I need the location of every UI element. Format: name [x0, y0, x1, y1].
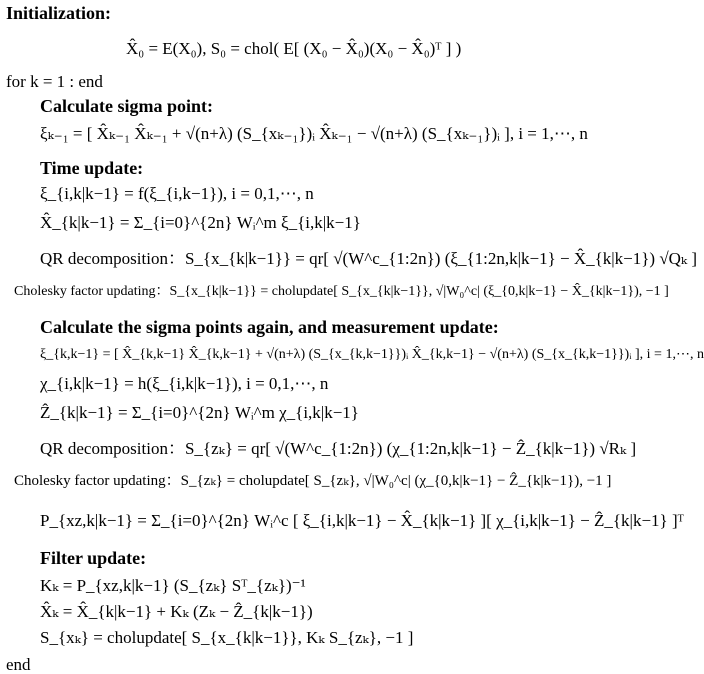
propagation-eq: ξ_{i,k|k−1} = f(ξ_{i,k−1}), i = 0,1,⋯, n — [40, 184, 314, 203]
cholesky-update-eq-2: Cholesky factor updating：S_{zₖ} = cholupdate[ S_{zₖ}, √|W₀^c| (χ_{0,k|k−1} − Ẑ_{k|k−1}), −1 ] — [14, 473, 612, 489]
predicted-meas-eq: Ẑ_{k|k−1} = Σ_{i=0}^{2n} Wᵢ^m χ_{i,k|k−1} — [40, 403, 359, 422]
measurement-prop-eq: χ_{i,k|k−1} = h(ξ_{i,k|k−1}), i = 0,1,⋯, n — [40, 374, 329, 393]
measurement-heading: Calculate the sigma points again, and measurement update: — [40, 317, 499, 337]
filter-update-heading: Filter update: — [40, 548, 147, 568]
end-line: end — [6, 655, 31, 674]
qr-decomp-eq-1: QR decomposition：S_{x_{k|k−1}} = qr[ √(W^c_{1:2n}) (ξ_{1:2n,k|k−1} − X̂_{k|k−1}) √Qₖ ] — [40, 249, 698, 268]
sigma-again-eq: ξ_{k,k−1} = [ X̂_{k,k−1} X̂_{k,k−1} + √(n+λ) (S_{x_{k,k−1}})ᵢ X̂_{k,k−1} − √(n+λ) (S_{x_{k,k−1}})ᵢ ], i = 1,⋯, n — [40, 347, 704, 362]
cholesky-update-eq-1: Cholesky factor updating：S_{x_{k|k−1}} = cholupdate[ S_{x_{k|k−1}}, √|W₀^c| (ξ_{0,k|k−1} − X̂_{k|k−1}), −1 ] — [14, 284, 669, 299]
for-loop-line: for k = 1 : end — [6, 72, 103, 91]
cross-covariance-eq: P_{xz,k|k−1} = Σ_{i=0}^{2n} Wᵢ^c [ ξ_{i,k|k−1} − X̂_{k|k−1} ][ χ_{i,k|k−1} − Ẑ_{k|k−1} ]ᵀ — [40, 511, 684, 530]
covariance-update-eq: S_{xₖ} = cholupdate[ S_{x_{k|k−1}}, Kₖ S_{zₖ}, −1 ] — [40, 628, 414, 647]
qr-decomp-eq-2: QR decomposition：S_{zₖ} = qr[ √(W^c_{1:2n}) (χ_{1:2n,k|k−1} − Ẑ_{k|k−1}) √Rₖ ] — [40, 439, 637, 458]
init-equation: X̂₀ = E(X₀), S₀ = chol( E[ (X₀ − X̂₀)(X₀ − X̂₀)ᵀ ] ) — [126, 39, 462, 58]
time-update-heading: Time update: — [40, 158, 144, 178]
sigma-point-eq: ξₖ₋₁ = [ X̂ₖ₋₁ X̂ₖ₋₁ + √(n+λ) (S_{xₖ₋₁})ᵢ X̂ₖ₋₁ − √(n+λ) (S_{xₖ₋₁})ᵢ ], i = 1,⋯, n — [40, 124, 588, 143]
init-heading: Initialization: — [6, 3, 112, 23]
kalman-gain-eq: Kₖ = P_{xz,k|k−1} (S_{zₖ} Sᵀ_{zₖ})⁻¹ — [40, 576, 306, 595]
predicted-state-eq: X̂_{k|k−1} = Σ_{i=0}^{2n} Wᵢ^m ξ_{i,k|k−1} — [40, 213, 361, 232]
state-update-eq: X̂ₖ = X̂_{k|k−1} + Kₖ (Zₖ − Ẑ_{k|k−1}) — [40, 602, 313, 621]
sigma-point-heading: Calculate sigma point: — [40, 96, 213, 116]
